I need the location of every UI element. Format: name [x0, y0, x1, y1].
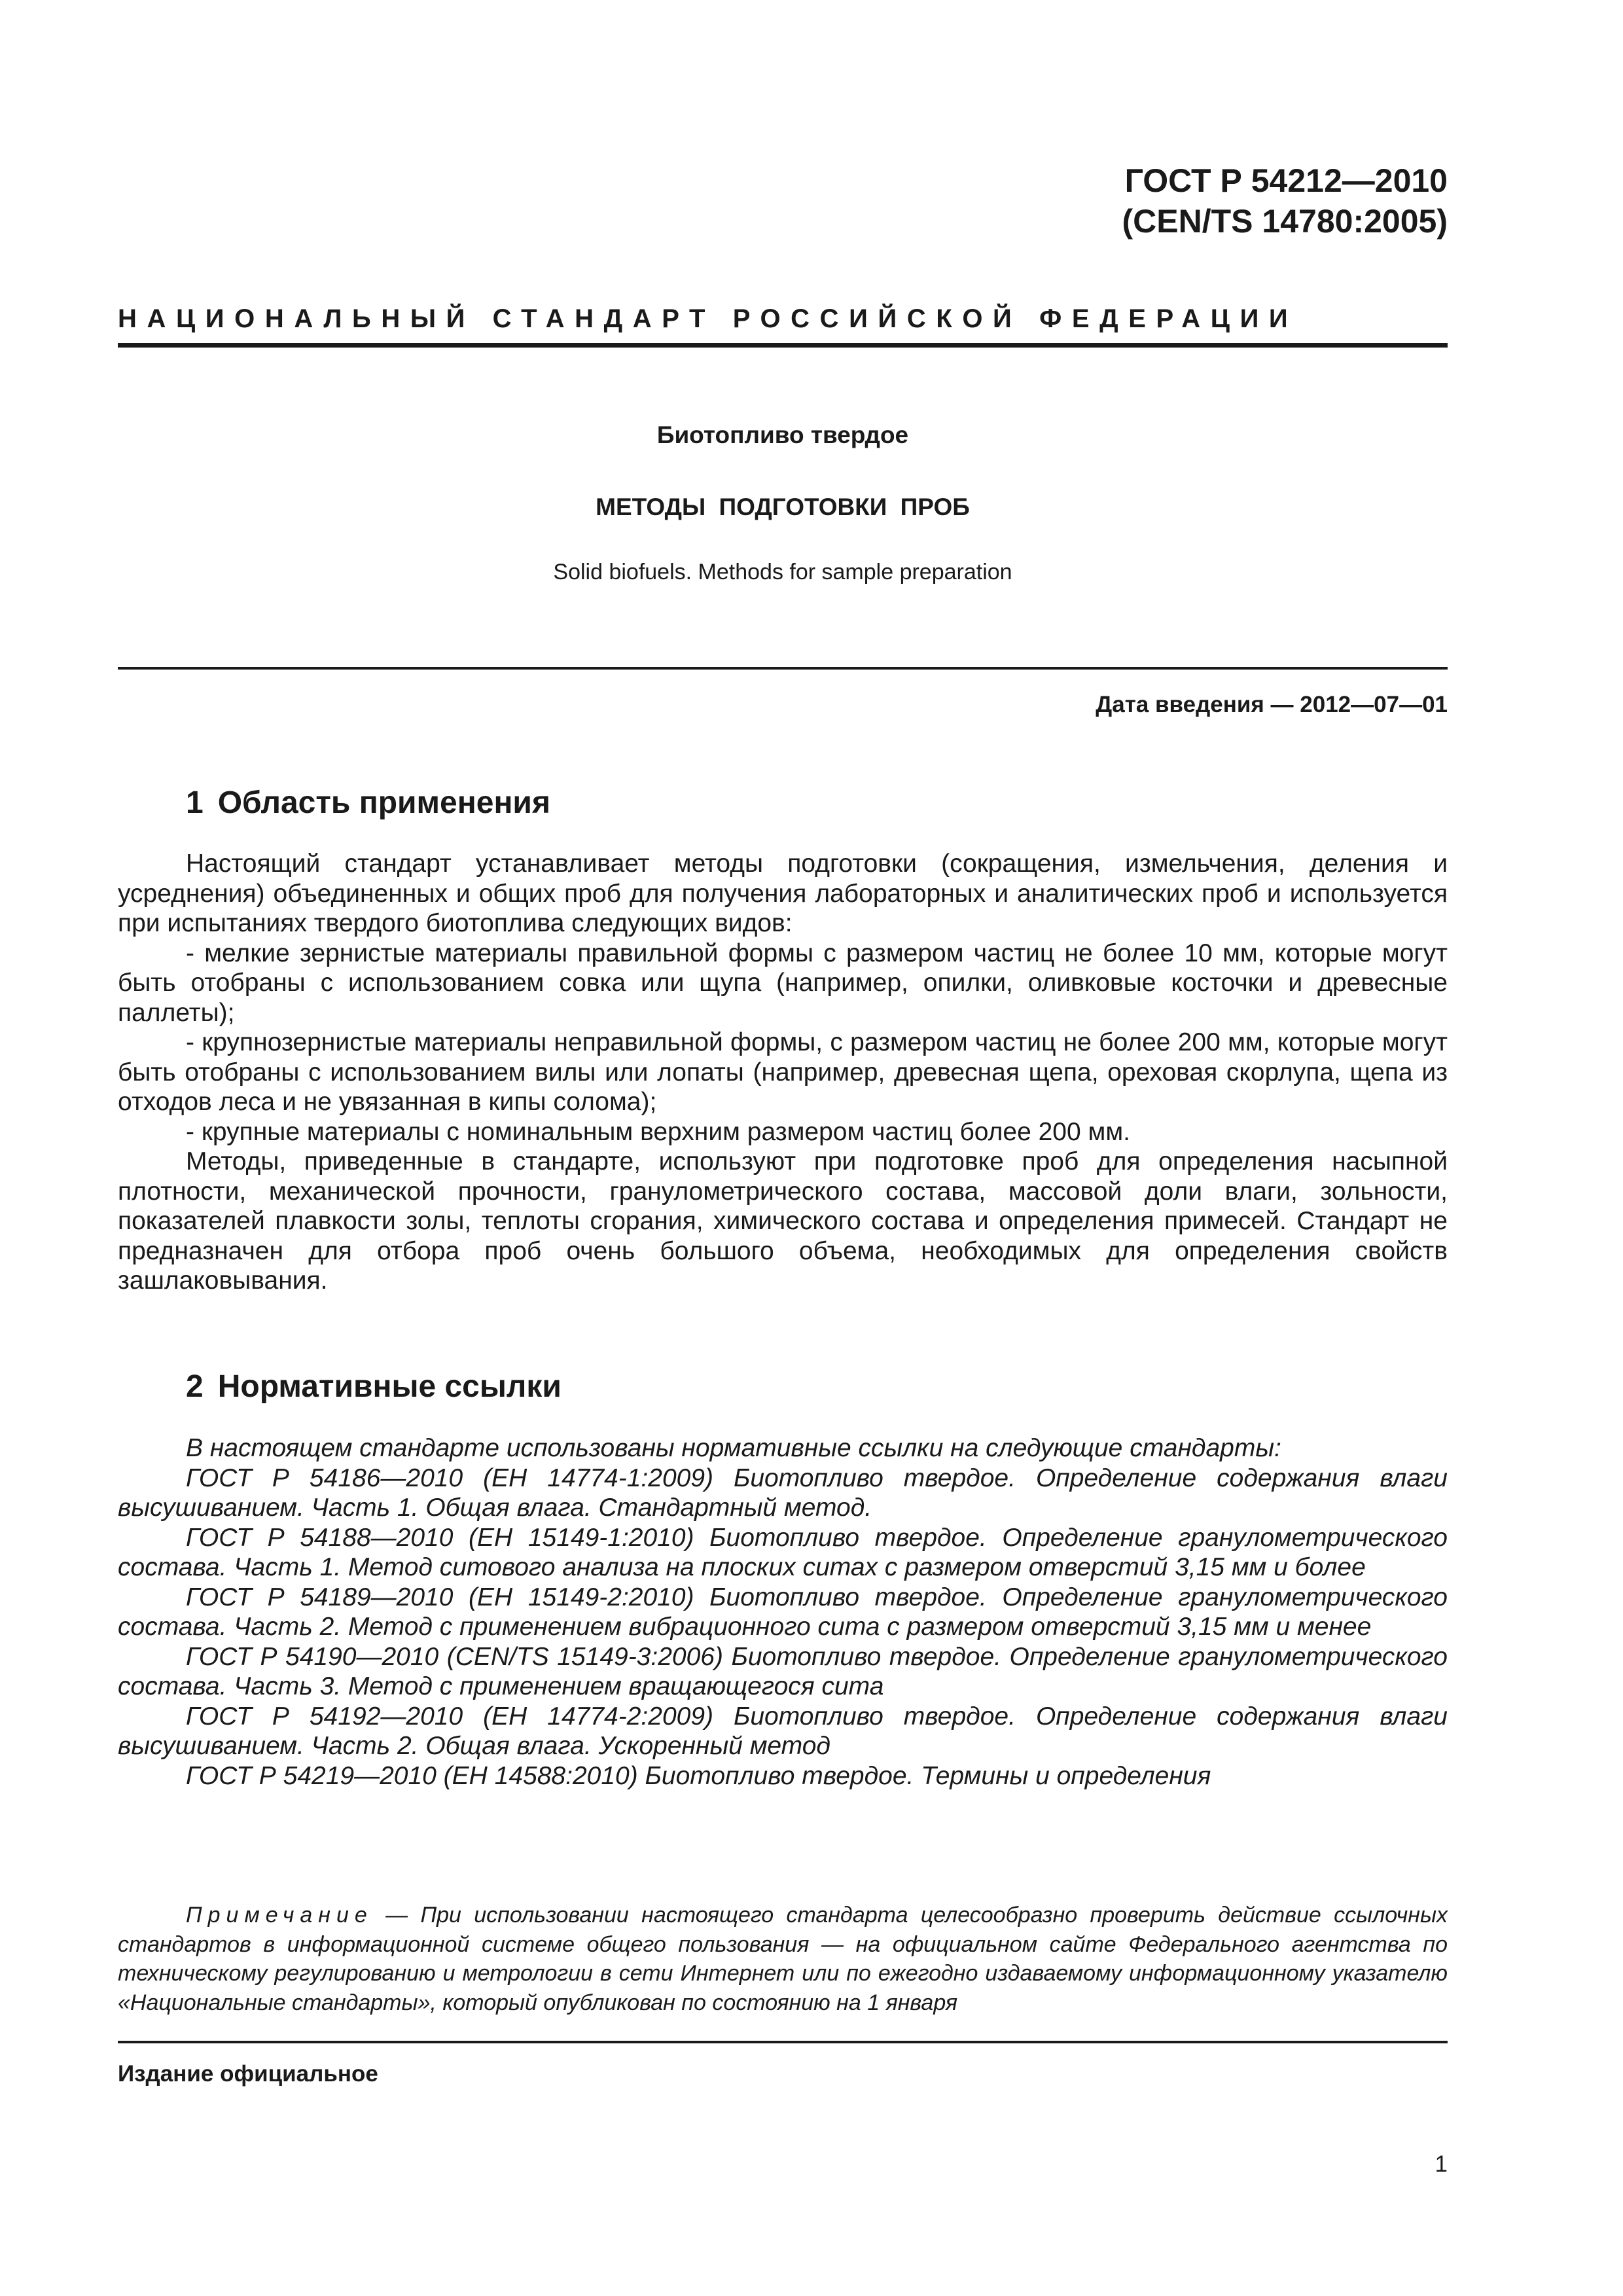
title-divider [118, 667, 1448, 670]
document-title: МЕТОДЫ ПОДГОТОВКИ ПРОБ [596, 493, 970, 520]
reference-item: ГОСТ Р 54192—2010 (ЕН 14774-2:2009) Биотопливо твердое. Определение содержания влаги высушиванием. Часть 2. Общая влага. Ускоренный метод [118, 1702, 1448, 1760]
list-item: - крупнозернистые материалы неправильной формы, с размером частиц не более 200 мм, которые могут быть отобраны с использованием вилы или лопаты (например, древесная щепа, ореховая скорлупа, щепа из отходов леса и не увязанная в кипы солома); [118, 1028, 1448, 1116]
standard-code [1122, 160, 1448, 242]
reference-item: ГОСТ Р 54188—2010 (ЕН 15149-1:2010) Биотопливо твердое. Определение гранулометрического состава. Часть 1. Метод ситового анализа на плоских ситах с размером отверстий 3,15 мм и более [118, 1523, 1448, 1581]
note-label: Примечание [186, 1903, 373, 1928]
list-item: - мелкие зернистые материалы правильной формы с размером частиц не более 10 мм, которые могут быть отобраны с использованием совка или щупа (например, опилки, оливковые косточки и древесные паллеты); [118, 939, 1448, 1027]
section-number: 1 [186, 785, 204, 820]
reference-item: ГОСТ Р 54219—2010 (ЕН 14588:2010) Биотопливо твердое. Термины и определения [186, 1761, 1211, 1790]
section-body [118, 1433, 1448, 1791]
section-title: Область применения [217, 785, 550, 820]
paragraph: В настоящем стандарте использованы нормативные ссылки на следующие стандарты: [186, 1434, 1281, 1462]
national-standard-heading: НАЦИОНАЛЬНЫЙ СТАНДАРТ РОССИЙСКОЙ ФЕДЕРАЦИИ [118, 304, 1298, 333]
section-number: 2 [186, 1369, 204, 1404]
iso-code: (CEN/TS 14780:2005) [1122, 203, 1448, 240]
footer-divider [118, 2041, 1448, 2043]
paragraph: Настоящий стандарт устанавливает методы подготовки (сокращения, измельчения, деления и усреднения) объединенных и общих проб для получения лабораторных и аналитических проб и используется при испытаниях твердого биотоплива следующих видов: [118, 850, 1448, 937]
section-title: Нормативные ссылки [217, 1369, 562, 1404]
note-text: — При использовании настоящего стандарта целесообразно проверить действие ссылочных стандартов в информационной системе общего пользования — на официальном сайте Федерального агентства по техническому регулированию и метрологии в сети Интернет или по ежегодно издаваемому информационному указателю «Национальные стандарты», который опубликован по состоянию на 1 января [118, 1903, 1448, 2015]
note [118, 1901, 1448, 2017]
document-title-english: Solid biofuels. Methods for sample preparation [553, 560, 1012, 584]
edition-label: Издание официальное [118, 2061, 378, 2087]
gost-code: ГОСТ Р 54212—2010 [1124, 162, 1448, 199]
introduction-date: Дата введения — 2012—07—01 [1096, 692, 1448, 717]
section-heading [186, 784, 550, 822]
list-item: - крупные материалы с номинальным верхним размером частиц более 200 мм. [186, 1117, 1130, 1146]
reference-item: ГОСТ Р 54186—2010 (ЕН 14774-1:2009) Биотопливо твердое. Определение содержания влаги высушиванием. Часть 1. Общая влага. Стандартный метод. [118, 1463, 1448, 1522]
section-body [118, 849, 1448, 1296]
header-divider [118, 343, 1448, 348]
reference-item: ГОСТ Р 54190—2010 (CEN/TS 15149-3:2006) Биотопливо твердое. Определение гранулометрического состава. Часть 3. Метод с применением вращающегося сита [118, 1642, 1448, 1700]
section-heading [186, 1368, 562, 1406]
page-number: 1 [1435, 2151, 1448, 2177]
reference-item: ГОСТ Р 54189—2010 (ЕН 15149-2:2010) Биотопливо твердое. Определение гранулометрического состава. Часть 2. Метод с применением вибрационного сита с размером отверстий 3,15 мм и менее [118, 1583, 1448, 1641]
document-subtitle: Биотопливо твердое [656, 422, 909, 448]
paragraph: Методы, приведенные в стандарте, используют при подготовке проб для определения насыпной плотности, механической прочности, гранулометрического состава, массовой доли влаги, зольности, показателей плавкости золы, теплоты сгорания, химического состава и определения примесей. Стандарт не предназначен для отбора проб очень большого объема, необходимых для определения свойств зашлаковывания. [118, 1147, 1448, 1295]
